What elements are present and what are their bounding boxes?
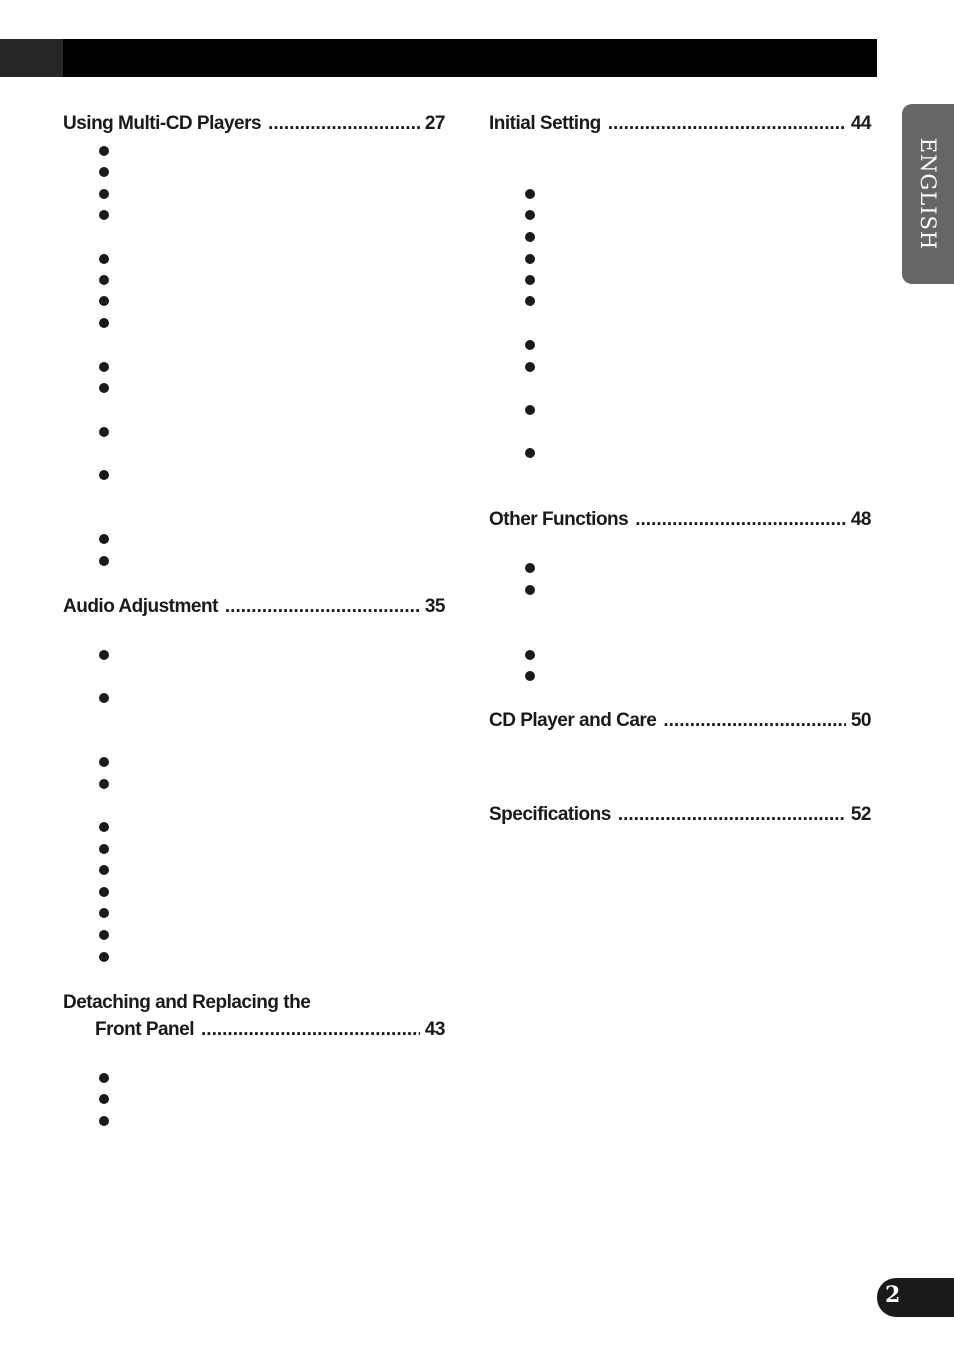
toc-entry-page: 48 <box>850 509 871 530</box>
bullet-icon <box>99 362 109 372</box>
bullet-icon <box>99 189 109 199</box>
bullet-icon <box>99 146 109 156</box>
toc-entry-using-multi-cd[interactable] <box>63 112 445 136</box>
bullet-icon <box>525 362 535 372</box>
bullet-icon <box>99 779 109 789</box>
bullet-icon <box>99 1073 109 1083</box>
bullet-icon <box>525 585 535 595</box>
bullet-icon <box>525 340 535 350</box>
bullet-icon <box>525 254 535 264</box>
toc-leader-dots <box>225 595 420 619</box>
toc-entry-page: 52 <box>850 804 871 825</box>
bullet-icon <box>99 757 109 767</box>
bullet-icon <box>99 427 109 437</box>
toc-entry-title: Audio Adjustment <box>63 596 218 617</box>
toc-leader-dots <box>663 709 846 733</box>
bullet-icon <box>525 210 535 220</box>
toc-entry-other-functions[interactable] <box>489 508 871 532</box>
bullet-icon <box>99 275 109 285</box>
bullet-icon <box>525 650 535 660</box>
bullet-icon <box>99 210 109 220</box>
bullet-icon <box>525 405 535 415</box>
toc-entry-detaching[interactable] <box>95 1018 445 1042</box>
language-tab-label: ENGLISH <box>916 137 940 251</box>
bullet-icon <box>99 693 109 703</box>
language-tab <box>902 104 954 284</box>
toc-entry-page: 43 <box>424 1019 445 1040</box>
toc-entry-page: 27 <box>424 113 445 134</box>
toc-leader-dots <box>201 1018 420 1042</box>
toc-entry-page: 44 <box>850 113 871 134</box>
bullet-icon <box>99 556 109 566</box>
toc-entry-initial-setting[interactable] <box>489 112 871 136</box>
toc-entry-cd-player-care[interactable] <box>489 709 871 733</box>
bullet-icon <box>525 671 535 681</box>
header-bar-tab <box>0 39 63 77</box>
bullet-icon <box>99 254 109 264</box>
toc-leader-dots <box>635 508 846 532</box>
bullet-icon <box>525 232 535 242</box>
bullet-icon <box>99 470 109 480</box>
toc-entry-title: Other Functions <box>489 509 629 530</box>
bullet-icon <box>525 563 535 573</box>
bullet-icon <box>525 189 535 199</box>
toc-entry-detaching-line1[interactable]: Detaching and Replacing the <box>63 992 311 1013</box>
toc-entry-title: Front Panel <box>95 1019 195 1040</box>
toc-entry-title: Specifications <box>489 804 611 825</box>
bullet-icon <box>99 822 109 832</box>
bullet-icon <box>99 952 109 962</box>
bullet-icon <box>99 650 109 660</box>
bullet-icon <box>99 844 109 854</box>
bullet-icon <box>99 887 109 897</box>
bullet-icon <box>99 167 109 177</box>
toc-entry-page: 50 <box>850 710 871 731</box>
bullet-icon <box>99 908 109 918</box>
page-number-tab <box>877 1278 954 1317</box>
toc-entry-title: CD Player and Care <box>489 710 657 731</box>
toc-entry-title: Initial Setting <box>489 113 601 134</box>
bullet-icon <box>99 1116 109 1126</box>
toc-entry-page: 35 <box>424 596 445 617</box>
bullet-icon <box>525 296 535 306</box>
toc-leader-dots <box>618 803 846 827</box>
bullet-icon <box>525 448 535 458</box>
toc-leader-dots <box>268 112 420 136</box>
bullet-icon <box>99 383 109 393</box>
bullet-icon <box>525 275 535 285</box>
bullet-icon <box>99 534 109 544</box>
bullet-icon <box>99 318 109 328</box>
toc-entry-title: Using Multi-CD Players <box>63 113 262 134</box>
toc-leader-dots <box>608 112 846 136</box>
bullet-icon <box>99 865 109 875</box>
bullet-icon <box>99 1094 109 1104</box>
header-bar <box>0 39 877 77</box>
bullet-icon <box>99 930 109 940</box>
toc-entry-specifications[interactable] <box>489 803 871 827</box>
toc-entry-audio-adjustment[interactable] <box>63 595 445 619</box>
bullet-icon <box>99 296 109 306</box>
page-number: 2 <box>885 1282 901 1308</box>
